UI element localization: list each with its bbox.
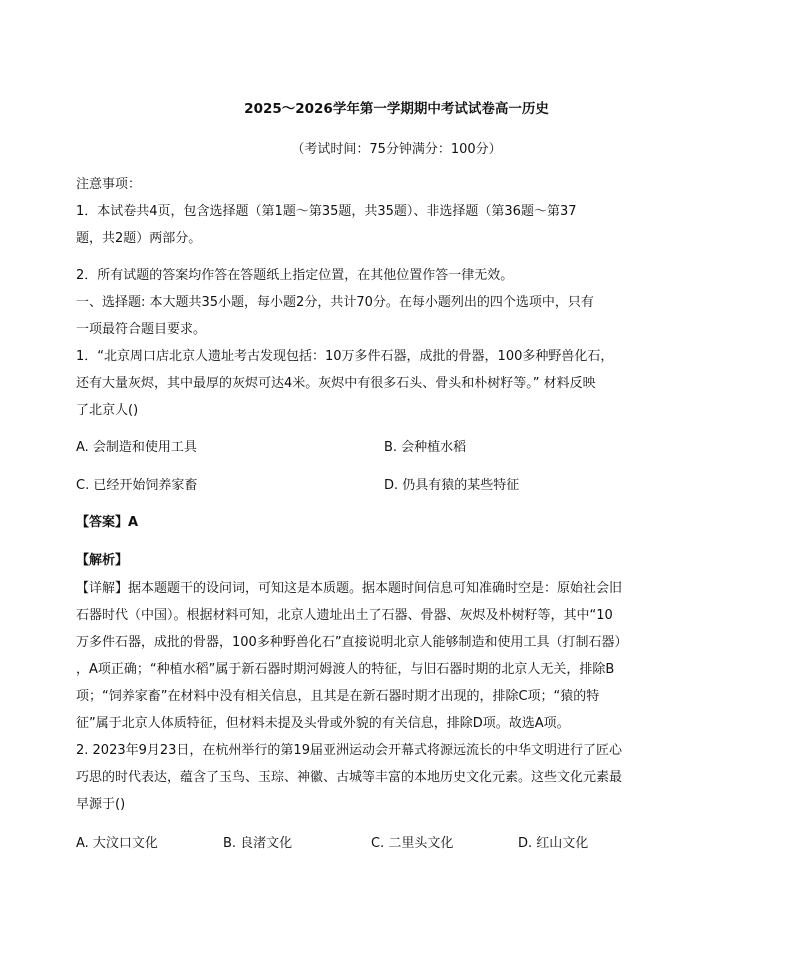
q1-stem-line-3: 了北京人() bbox=[76, 403, 139, 418]
q1-option-a: A. 会制造和使用工具 bbox=[76, 440, 197, 455]
q1-detail-line-4: ，A项正确；“种植水稻”属于新石器时期河姆渡人的特征，与旧石器时期的北京人无关，排除B bbox=[76, 662, 615, 677]
q1-option-b: B. 会种植水稻 bbox=[384, 440, 467, 455]
q2-stem-line-1: 2. 2023年9月23日，在杭州举行的第19届亚洲运动会开幕式将源远流长的中华文明进行了匠心 bbox=[76, 743, 622, 758]
section-1-line-1: 一、选择题: 本大题共35小题，每小题2分，共计70分。在每小题列出的四个选项中，只有 bbox=[76, 295, 594, 310]
notice-heading: 注意事项： bbox=[76, 177, 142, 192]
q1-stem-line-2: 还有大量灰烬，其中最厚的灰烬可达4米。灰烬中有很多石头、骨头和朴树籽等。” 材料反映 bbox=[76, 376, 596, 391]
q2-option-b: B. 良渚文化 bbox=[223, 836, 293, 851]
q1-detail-line-3: 万多件石器，成批的骨器，100多种野兽化石”直接说明北京人能够制造和使用工具（打制石器） bbox=[76, 635, 628, 650]
q1-answer: 【答案】A bbox=[76, 515, 139, 530]
section-1-line-2: 一项最符合题目要求。 bbox=[76, 322, 207, 337]
q1-detail-line-6: 征”属于北京人体质特征，但材料未提及头骨或外貌的有关信息，排除D项。故选A项。 bbox=[76, 716, 570, 731]
q1-option-c: C. 已经开始饲养家畜 bbox=[76, 478, 198, 493]
notice-item-1-line-1: 1．本试卷共4页，包含选择题（第1题～第35题，共35题）、非选择题（第36题～第37 bbox=[76, 204, 577, 219]
notice-item-2: 2．所有试题的答案均作答在答题纸上指定位置，在其他位置作答一律无效。 bbox=[76, 268, 514, 283]
q2-stem-line-2: 巧思的时代表达，蕴含了玉鸟、玉琮、神徽、古城等丰富的本地历史文化元素。这些文化元素最 bbox=[76, 770, 623, 785]
q2-option-d: D. 红山文化 bbox=[518, 836, 589, 851]
q1-option-d: D. 仍具有猿的某些特征 bbox=[384, 478, 520, 493]
q1-detail-line-2: 石器时代（中国）。根据材料可知，北京人遗址出土了石器、骨器、灰烬及朴树籽等，其中“10 bbox=[76, 608, 613, 623]
q1-analysis-label: 【解析】 bbox=[76, 553, 129, 568]
q2-option-c: C. 二里头文化 bbox=[371, 836, 454, 851]
exam-title: 2025～2026学年第一学期期中考试试卷高一历史 bbox=[244, 101, 549, 117]
q1-detail-line-5: 项；“饲养家畜”在材料中没有相关信息，且其是在新石器时期才出现的，排除C项；“猿的特 bbox=[76, 689, 600, 704]
notice-item-1-line-2: 题，共2题）两部分。 bbox=[76, 231, 202, 246]
q1-detail-line-1: 【详解】据本题题干的设问词，可知这是本质题。据本题时间信息可知准确时空是：原始社会旧 bbox=[76, 581, 623, 596]
q1-stem-line-1: 1．“北京周口店北京人遗址考古发现包括：10万多件石器，成批的骨器，100多种野兽化石， bbox=[76, 349, 614, 364]
q2-option-a: A. 大汶口文化 bbox=[76, 836, 158, 851]
q2-stem-line-3: 早源于() bbox=[76, 797, 126, 812]
exam-subtitle: （考试时间：75分钟满分：100分） bbox=[291, 142, 502, 157]
